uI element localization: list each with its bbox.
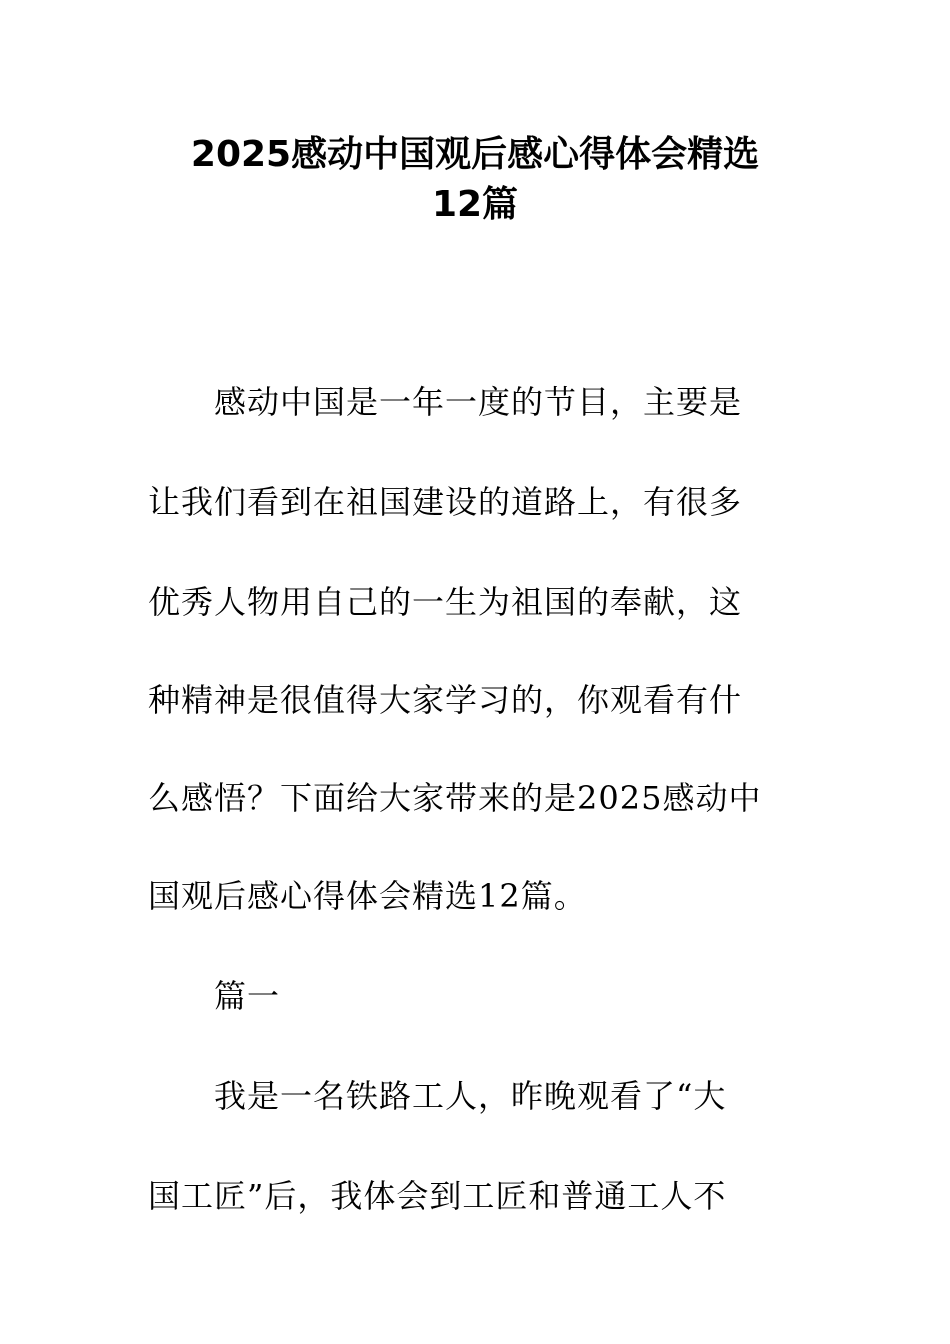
intro-line-1: 感动中国是一年一度的节目，主要是: [214, 383, 743, 421]
intro-line-4: 种精神是很值得大家学习的，你观看有什: [148, 681, 743, 719]
intro-line-3: 优秀人物用自己的一生为祖国的奉献，这: [148, 583, 743, 621]
intro-line-6: 国观后感心得体会精选12篇。: [148, 877, 587, 915]
document-title-line-2: 12篇: [431, 184, 519, 225]
section-heading: 篇一: [214, 977, 281, 1015]
section-line-1: 我是一名铁路工人，昨晚观看了“大: [214, 1077, 727, 1115]
intro-line-2: 让我们看到在祖国建设的道路上，有很多: [148, 483, 743, 521]
section-line-2: 国工匠”后，我体会到工匠和普通工人不: [148, 1177, 727, 1215]
intro-line-5: 么感悟？下面给大家带来的是2025感动中: [148, 779, 762, 817]
document-title-line-1: 2025感动中国观后感心得体会精选: [190, 134, 760, 175]
